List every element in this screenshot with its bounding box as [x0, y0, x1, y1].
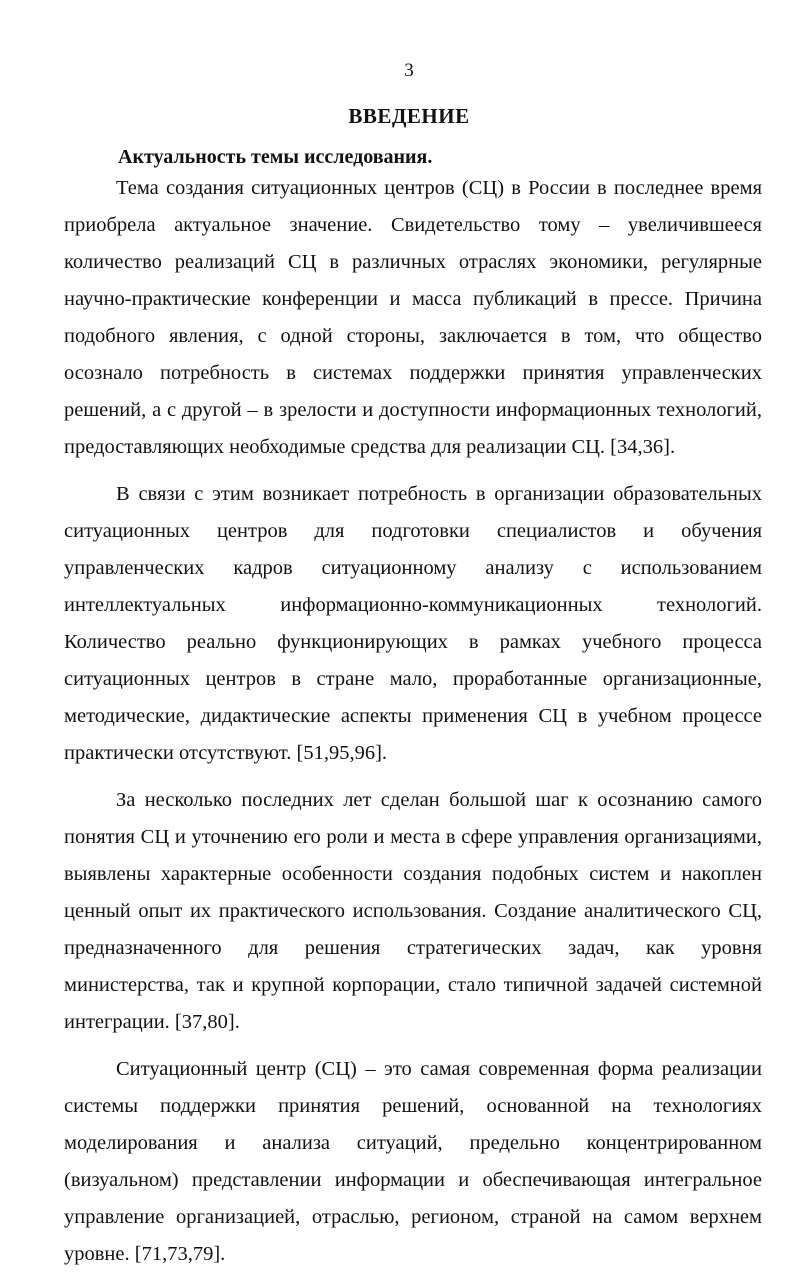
paragraph-educational-centers: В связи с этим возникает потребность в организации образовательных ситуационных центров для подготовки специалистов и обучения управленческих кадров ситуационному анализу с использованием интеллектуальных информационно-коммуникационных технологий. Количество реально функционирующих в рамках учебного процесса ситуационных центров в стране мало, проработанные организационные, методические, дидактические аспекты применения СЦ в учебном процессе практически отсутствуют. [51,95,96]. — [64, 483, 762, 764]
paragraph-definition: Ситуационный центр (СЦ) – это самая современная форма реализации системы поддержки принятия решений, основанной на технологиях моделирования и анализа ситуаций, предельно концентрированном (визуальном) представлении информации и обеспечивающая интегральное управление организацией, отраслью, регионом, страной на самом верхнем уровне. [71,73,79]. — [64, 1058, 762, 1265]
chapter-title: ВВЕДЕНИЕ — [348, 104, 470, 128]
section-heading: Актуальность темы исследования. — [118, 146, 433, 168]
page-number: 3 — [404, 60, 414, 81]
body-text — [64, 170, 762, 1283]
paragraph-recent-progress: За несколько последних лет сделан большой шаг к осознанию самого понятия СЦ и уточнению его роли и места в сфере управления организациями, выявлены характерные особенности создания подобных систем и накоплен ценный опыт их практического использования. Создание аналитического СЦ, предназначенного для решения стратегических задач, как уровня министерства, так и крупной корпорации, стало типичной задачей системной интеграции. [37,80]. — [64, 789, 762, 1033]
paragraph-relevance: Тема создания ситуационных центров (СЦ) в России в последнее время приобрела актуальное значение. Свидетельство тому – увеличившееся количество реализаций СЦ в различных отраслях экономики, регулярные научно-практические конференции и масса публикаций в прессе. Причина подобного явления, с одной стороны, заключается в том, что общество осознало потребность в системах поддержки принятия управленческих решений, а с другой – в зрелости и доступности информационных технологий, предоставляющих необходимые средства для реализации СЦ. [34,36]. — [64, 177, 762, 458]
